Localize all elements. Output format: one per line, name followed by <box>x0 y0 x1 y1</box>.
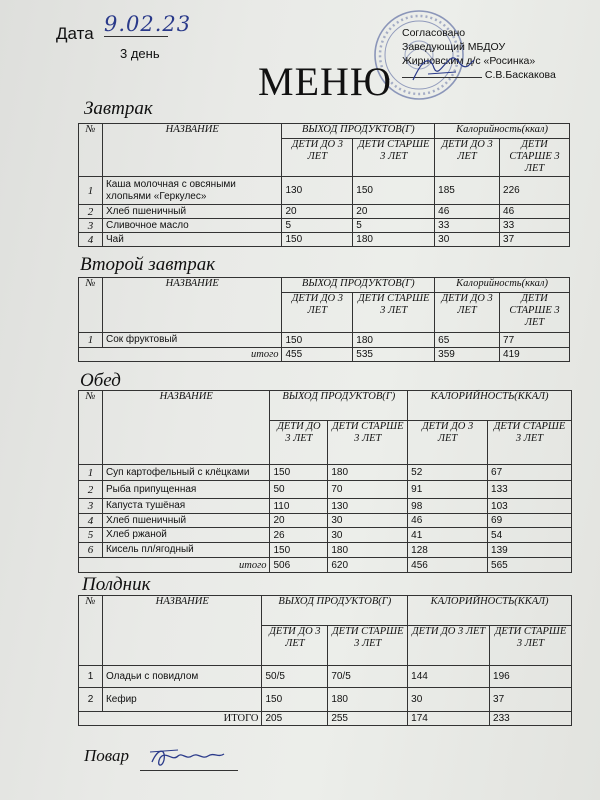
total-row <box>79 558 572 573</box>
output-under3: 110 <box>270 499 328 514</box>
total-cal-over3: 419 <box>500 348 570 362</box>
total-cal-under3: 456 <box>408 558 488 573</box>
cal-under3: 30 <box>408 688 490 712</box>
dish-name: Оладьи с повидлом <box>102 666 262 688</box>
cal-over3: 133 <box>488 481 572 499</box>
table-row <box>79 481 572 499</box>
row-number: 3 <box>79 219 103 233</box>
col-cal-over3: ДЕТИ СТАРШЕ 3 ЛЕТ <box>500 139 570 177</box>
output-over3: 70/5 <box>328 666 408 688</box>
table-row <box>79 465 572 481</box>
col-output-over3: ДЕТИ СТАРШЕ 3 ЛЕТ <box>353 139 435 177</box>
cal-over3: 33 <box>500 219 570 233</box>
output-under3: 20 <box>282 205 353 219</box>
total-cal-under3: 174 <box>408 712 490 726</box>
dish-name: Кисель пл/ягодный <box>102 543 270 558</box>
table-row <box>79 688 572 712</box>
output-under3: 150 <box>282 333 353 348</box>
total-output-under3: 455 <box>282 348 353 362</box>
page-title: МЕНЮ <box>258 59 392 104</box>
cal-over3: 226 <box>500 177 570 205</box>
output-over3: 30 <box>328 514 408 528</box>
cal-under3: 46 <box>435 205 500 219</box>
approval-line-3: Жирновским д/с «Росинка» <box>402 55 536 67</box>
dish-name: Суп картофельный с клёцками <box>102 465 270 481</box>
col-output-under3: ДЕТИ ДО 3 ЛЕТ <box>262 626 328 666</box>
approval-signatory: С.В.Баскакова <box>484 69 556 81</box>
output-over3: 180 <box>328 688 408 712</box>
col-name: НАЗВАНИЕ <box>102 596 262 666</box>
total-output-under3: 506 <box>270 558 328 573</box>
row-number: 5 <box>79 528 103 543</box>
cook-label: Повар <box>84 746 130 765</box>
output-under3: 130 <box>282 177 353 205</box>
col-no: № <box>79 124 103 177</box>
table-row <box>79 205 570 219</box>
total-row <box>79 712 572 726</box>
dish-name: Хлеб пшеничный <box>102 205 281 219</box>
cook-signature <box>148 742 228 772</box>
col-cal-under3: ДЕТИ ДО 3 ЛЕТ <box>408 626 490 666</box>
cal-over3: 103 <box>488 499 572 514</box>
col-cal-over3: ДЕТИ СТАРШЕ 3 ЛЕТ <box>490 626 572 666</box>
output-over3: 180 <box>353 333 435 348</box>
cal-over3: 139 <box>488 543 572 558</box>
total-cal-over3: 233 <box>490 712 572 726</box>
director-signature <box>408 48 478 88</box>
row-number: 4 <box>79 233 103 247</box>
cal-over3: 196 <box>490 666 572 688</box>
output-over3: 30 <box>328 528 408 543</box>
total-output-under3: 205 <box>262 712 328 726</box>
dish-name: Сливочное масло <box>102 219 281 233</box>
cal-under3: 46 <box>408 514 488 528</box>
cal-over3: 67 <box>488 465 572 481</box>
table-row <box>79 177 570 205</box>
breakfast-table <box>78 123 570 247</box>
total-cal-over3: 565 <box>488 558 572 573</box>
col-output-over3: ДЕТИ СТАРШЕ 3 ЛЕТ <box>328 421 408 465</box>
row-number: 3 <box>79 499 103 514</box>
col-output: ВЫХОД ПРОДУКТОВ(Г) <box>270 391 408 421</box>
cal-under3: 128 <box>408 543 488 558</box>
dish-name: Сок фруктовый <box>102 333 281 348</box>
col-calories: Калорийность(ккал) <box>435 278 570 293</box>
col-calories: КАЛОРИЙНОСТЬ(ККАЛ) <box>408 596 572 626</box>
col-calories: Калорийность(ккал) <box>435 124 570 139</box>
dish-name: Чай <box>102 233 281 247</box>
output-under3: 20 <box>270 514 328 528</box>
cal-under3: 98 <box>408 499 488 514</box>
col-no: № <box>79 596 103 666</box>
cal-over3: 46 <box>500 205 570 219</box>
cal-under3: 41 <box>408 528 488 543</box>
table-row <box>79 514 572 528</box>
table-row <box>79 528 572 543</box>
cal-over3: 37 <box>490 688 572 712</box>
col-cal-over3: ДЕТИ СТАРШЕ 3 ЛЕТ <box>488 421 572 465</box>
dish-name: Рыба припущенная <box>102 481 270 499</box>
col-output: ВЫХОД ПРОДУКТОВ(Г) <box>262 596 408 626</box>
row-number: 2 <box>79 688 103 712</box>
cal-under3: 52 <box>408 465 488 481</box>
cal-under3: 33 <box>435 219 500 233</box>
row-number: 1 <box>79 666 103 688</box>
row-number: 4 <box>79 514 103 528</box>
total-output-over3: 620 <box>328 558 408 573</box>
dish-name: Капуста тушёная <box>102 499 270 514</box>
total-label: ИТОГО <box>79 712 262 726</box>
col-calories: КАЛОРИЙНОСТЬ(ККАЛ) <box>408 391 572 421</box>
table-row <box>79 666 572 688</box>
col-name: НАЗВАНИЕ <box>102 278 281 333</box>
day-label: 3 день <box>120 46 160 61</box>
output-over3: 180 <box>328 543 408 558</box>
col-name: НАЗВАНИЕ <box>102 391 270 465</box>
dish-name: Хлеб ржаной <box>102 528 270 543</box>
output-under3: 5 <box>282 219 353 233</box>
row-number: 2 <box>79 481 103 499</box>
col-no: № <box>79 391 103 465</box>
total-label: итого <box>79 348 282 362</box>
cal-over3: 54 <box>488 528 572 543</box>
row-number: 1 <box>79 333 103 348</box>
cal-over3: 69 <box>488 514 572 528</box>
output-under3: 26 <box>270 528 328 543</box>
output-over3: 5 <box>353 219 435 233</box>
row-number: 6 <box>79 543 103 558</box>
table-row <box>79 219 570 233</box>
col-no: № <box>79 278 103 333</box>
cal-under3: 91 <box>408 481 488 499</box>
table-row <box>79 233 570 247</box>
dish-name: Каша молочная с овсяными хлопьями «Геркулес» <box>102 177 281 205</box>
row-number: 1 <box>79 177 103 205</box>
date-label: Дата <box>56 24 94 43</box>
total-row <box>79 348 570 362</box>
col-output-under3: ДЕТИ ДО 3 ЛЕТ <box>282 139 353 177</box>
cal-under3: 144 <box>408 666 490 688</box>
col-output: ВЫХОД ПРОДУКТОВ(Г) <box>282 278 435 293</box>
output-over3: 20 <box>353 205 435 219</box>
breakfast-title: Завтрак <box>84 98 153 119</box>
total-cal-under3: 359 <box>435 348 500 362</box>
total-output-over3: 255 <box>328 712 408 726</box>
table-row <box>79 333 570 348</box>
dish-name: Кефир <box>102 688 262 712</box>
output-under3: 150 <box>270 543 328 558</box>
second-breakfast-table <box>78 277 570 362</box>
output-over3: 150 <box>353 177 435 205</box>
table-row <box>79 499 572 514</box>
cal-under3: 30 <box>435 233 500 247</box>
col-output-under3: ДЕТИ ДО 3 ЛЕТ <box>282 293 353 333</box>
total-output-over3: 535 <box>353 348 435 362</box>
row-number: 1 <box>79 465 103 481</box>
lunch-title: Обед <box>80 370 121 391</box>
output-under3: 50 <box>270 481 328 499</box>
table-row <box>79 543 572 558</box>
dish-name: Хлеб пшеничный <box>102 514 270 528</box>
lunch-table <box>78 390 572 573</box>
output-over3: 70 <box>328 481 408 499</box>
col-cal-over3: ДЕТИ СТАРШЕ 3 ЛЕТ <box>500 293 570 333</box>
cal-over3: 77 <box>500 333 570 348</box>
col-output-under3: ДЕТИ ДО 3 ЛЕТ <box>270 421 328 465</box>
snack-title: Полдник <box>82 574 151 595</box>
col-cal-under3: ДЕТИ ДО 3 ЛЕТ <box>408 421 488 465</box>
output-under3: 150 <box>282 233 353 247</box>
output-over3: 180 <box>353 233 435 247</box>
col-cal-under3: ДЕТИ ДО 3 ЛЕТ <box>435 139 500 177</box>
output-under3: 150 <box>270 465 328 481</box>
output-over3: 130 <box>328 499 408 514</box>
col-output: ВЫХОД ПРОДУКТОВ(Г) <box>282 124 435 139</box>
second-breakfast-title: Второй завтрак <box>80 254 216 275</box>
row-number: 2 <box>79 205 103 219</box>
approval-line-1: Согласовано <box>402 27 466 39</box>
approval-line-2: Заведующий МБДОУ <box>402 41 506 53</box>
output-under3: 150 <box>262 688 328 712</box>
total-label: итого <box>79 558 270 573</box>
col-output-over3: ДЕТИ СТАРШЕ 3 ЛЕТ <box>353 293 435 333</box>
col-cal-under3: ДЕТИ ДО 3 ЛЕТ <box>435 293 500 333</box>
output-under3: 50/5 <box>262 666 328 688</box>
snack-table <box>78 595 572 726</box>
cal-over3: 37 <box>500 233 570 247</box>
col-output-over3: ДЕТИ СТАРШЕ 3 ЛЕТ <box>328 626 408 666</box>
date-value: 9.02.23 <box>104 12 192 36</box>
col-name: НАЗВАНИЕ <box>102 124 281 177</box>
cal-under3: 185 <box>435 177 500 205</box>
output-over3: 180 <box>328 465 408 481</box>
cal-under3: 65 <box>435 333 500 348</box>
